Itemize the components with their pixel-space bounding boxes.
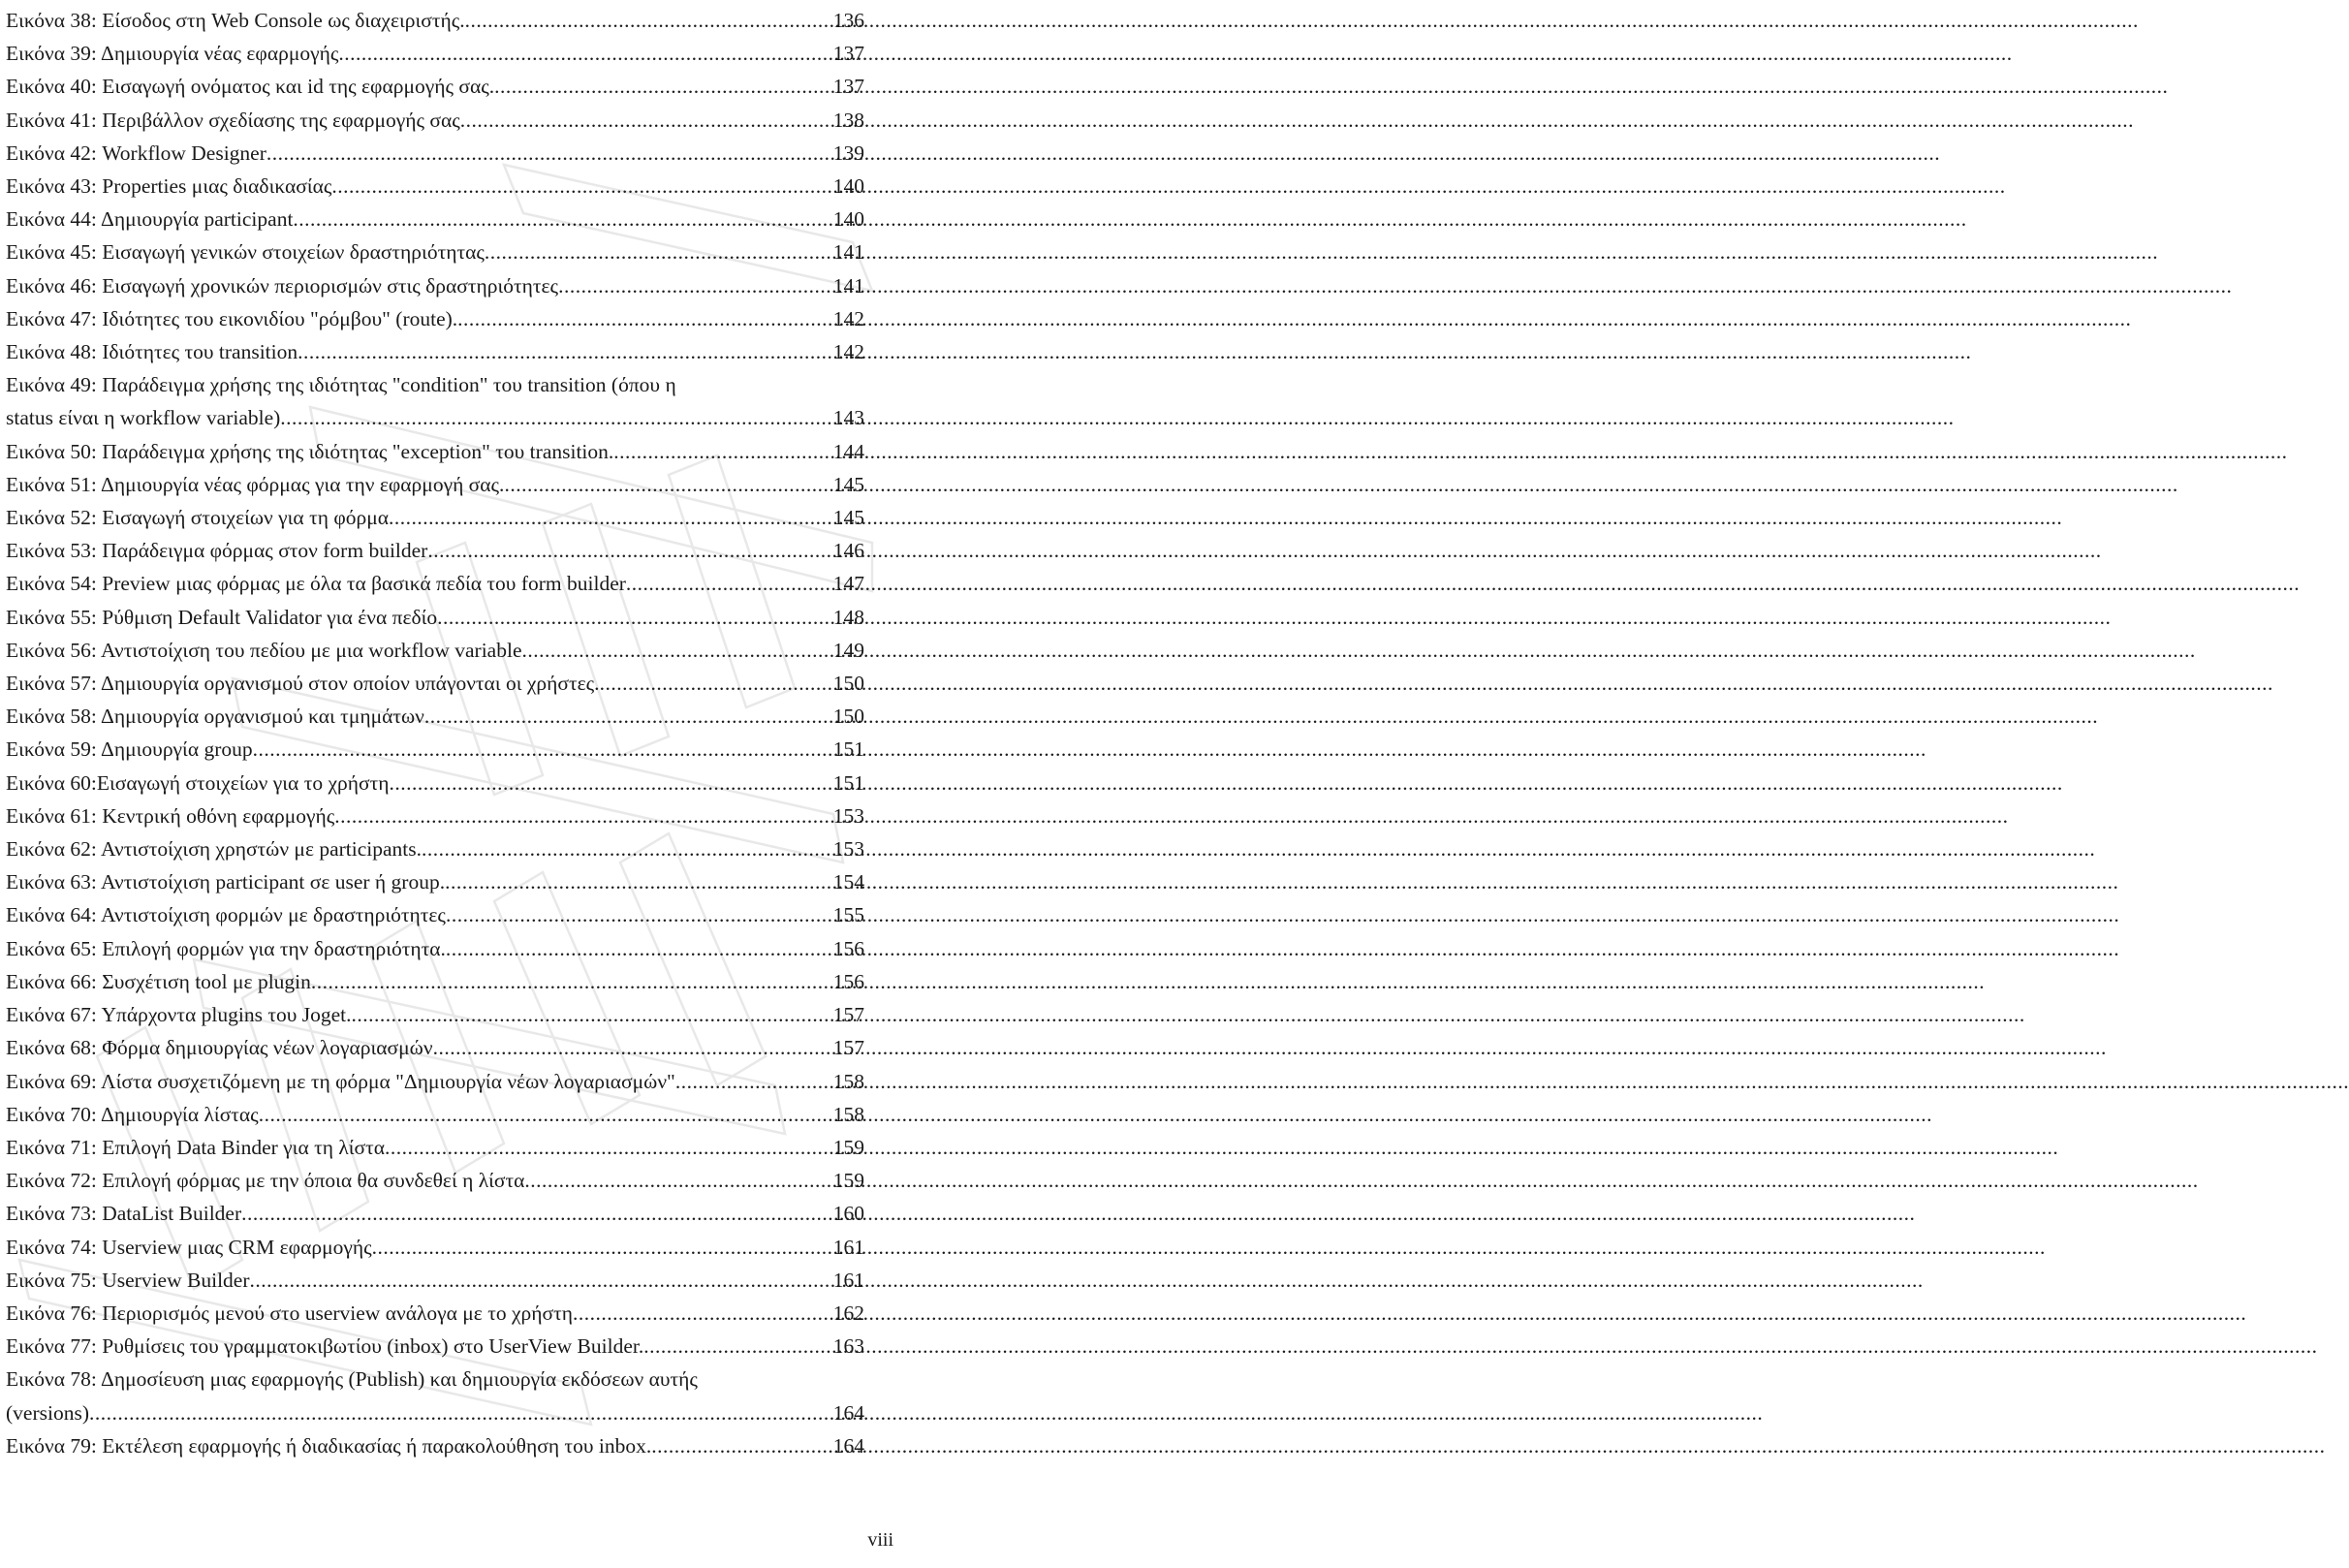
- toc-entry[interactable]: [6, 998, 864, 1031]
- toc-entry-page: 140: [832, 207, 864, 232]
- dot-leader: [504, 468, 822, 501]
- toc-entry-page: 137: [832, 75, 864, 99]
- toc-entry-page: 156: [832, 936, 864, 960]
- dot-leader: [522, 634, 823, 667]
- dot-leader: [494, 70, 822, 103]
- dot-leader: [266, 137, 822, 170]
- toc-entry-title: Εικόνα 49: Παράδειγμα χρήσης της ιδιότητας "condition" του transition (όπου η: [6, 373, 676, 397]
- toc-entry-page: 144: [832, 439, 864, 463]
- toc-entry-title: Εικόνα 53: Παράδειγμα φόρμας στον form builder: [6, 539, 428, 563]
- toc-entry[interactable]: [6, 898, 864, 931]
- toc-entry[interactable]: [6, 567, 864, 600]
- toc-entry-page: 155: [832, 903, 864, 927]
- toc-entry[interactable]: [6, 368, 864, 434]
- toc-entry[interactable]: [6, 170, 864, 203]
- dot-leader: [331, 170, 822, 203]
- list-of-figures: [6, 4, 864, 1462]
- toc-entry-page: 161: [832, 1235, 864, 1259]
- dot-leader: [643, 1330, 822, 1363]
- toc-entry-page: 162: [832, 1301, 864, 1325]
- dot-leader: [89, 1396, 822, 1429]
- toc-entry-title: Εικόνα 38: Είσοδος στη Web Console ως διαχειριστής.: [6, 9, 465, 32]
- toc-entry-title: Εικόνα 61: Κεντρική οθόνη εφαρμογής: [6, 803, 335, 828]
- dot-leader: [558, 269, 822, 302]
- toc-entry[interactable]: [6, 1031, 864, 1064]
- dot-leader: [446, 898, 822, 931]
- toc-entry-page: 160: [832, 1202, 864, 1226]
- toc-entry-title: Εικόνα 67: Υπάρχοντα plugins του Joget.: [6, 1003, 352, 1027]
- dot-leader: [446, 932, 822, 965]
- toc-entry-page: 137: [832, 42, 864, 66]
- toc-entry-title: Εικόνα 77: Ρυθμίσεις του γραμματοκιβωτίου (inbox) στο UserView Builder.: [6, 1334, 644, 1359]
- toc-entry-page: 142: [832, 306, 864, 330]
- toc-entry-title: Εικόνα 48: Ιδιότητες του transition: [6, 340, 298, 364]
- toc-entry-title: Εικόνα 51: Δημιουργία νέας φόρμας για την εφαρμογή σας.: [6, 472, 505, 496]
- dot-leader: [433, 1031, 822, 1064]
- toc-entry-page: 145: [832, 472, 864, 496]
- toc-entry-page: 150: [832, 705, 864, 729]
- toc-entry-title: Εικόνα 59: Δημιουργία group: [6, 737, 253, 762]
- dot-leader: [651, 1429, 822, 1462]
- toc-entry-page: 142: [832, 340, 864, 364]
- toc-entry[interactable]: [6, 1131, 864, 1164]
- toc-entry[interactable]: [6, 37, 864, 70]
- toc-entry-page: 136: [832, 9, 864, 32]
- dot-leader: [457, 302, 822, 335]
- toc-entry-page: 164: [832, 1433, 864, 1458]
- page-number: viii: [867, 1529, 893, 1551]
- toc-entry-page: 164: [832, 1400, 864, 1425]
- toc-entry[interactable]: [6, 4, 864, 37]
- toc-entry-title: Εικόνα 44: Δημιουργία participant: [6, 207, 294, 232]
- toc-entry[interactable]: [6, 335, 864, 368]
- toc-entry[interactable]: [6, 137, 864, 170]
- toc-entry-title: Εικόνα 52: Εισαγωγή στοιχείων για τη φόρμα: [6, 506, 390, 530]
- toc-entry-title: Εικόνα 56: Αντιστοίχιση του πεδίου με μια workflow variable: [6, 638, 522, 662]
- toc-entry[interactable]: [6, 767, 864, 800]
- toc-entry-page: 158: [832, 1069, 864, 1093]
- toc-entry-title: Εικόνα 60:Εισαγωγή στοιχείων για το χρήστη: [6, 770, 390, 795]
- toc-entry-page: 148: [832, 605, 864, 629]
- toc-entry-page: 138: [832, 108, 864, 132]
- toc-entry[interactable]: [6, 667, 864, 700]
- dot-leader: [437, 601, 822, 634]
- toc-entry-title: Εικόνα 45: Εισαγωγή γενικών στοιχείων δραστηριότητας: [6, 240, 485, 265]
- toc-entry[interactable]: [6, 700, 864, 733]
- toc-entry[interactable]: [6, 1164, 864, 1197]
- toc-entry-title: Εικόνα 76: Περιορισμός μενού στο userview ανάλογα με το χρήστη: [6, 1301, 573, 1325]
- toc-entry-title-continuation: status είναι η workflow variable): [6, 406, 281, 430]
- dot-leader: [460, 104, 822, 137]
- toc-entry[interactable]: [6, 1429, 864, 1462]
- toc-entry-title: Εικόνα 46: Εισαγωγή χρονικών περιορισμών στις δραστηριότητες: [6, 273, 559, 298]
- toc-entry-page: 141: [832, 273, 864, 298]
- dot-leader: [427, 534, 822, 567]
- dot-leader: [573, 1297, 822, 1330]
- toc-entry-title: Εικόνα 75: Userview Builder: [6, 1268, 250, 1292]
- toc-entry-page: 163: [832, 1334, 864, 1359]
- toc-entry-page: 159: [832, 1135, 864, 1159]
- toc-entry[interactable]: [6, 203, 864, 235]
- dot-leader: [311, 965, 822, 998]
- dot-leader: [445, 865, 822, 898]
- toc-entry[interactable]: [6, 832, 864, 865]
- toc-entry-page: 143: [832, 406, 864, 430]
- toc-entry-page: 141: [832, 240, 864, 265]
- toc-entry[interactable]: [6, 1231, 864, 1264]
- toc-entry[interactable]: [6, 501, 864, 534]
- dot-leader: [280, 401, 822, 434]
- toc-entry[interactable]: [6, 70, 864, 103]
- toc-entry-title: Εικόνα 42: Workflow Designer: [6, 141, 266, 165]
- toc-entry[interactable]: [6, 865, 864, 898]
- dot-leader: [352, 998, 823, 1031]
- toc-entry-title: Εικόνα 39: Δημιουργία νέας εφαρμογής: [6, 42, 339, 66]
- toc-entry-page: 147: [832, 572, 864, 596]
- toc-entry[interactable]: [6, 800, 864, 832]
- toc-entry[interactable]: [6, 1330, 864, 1363]
- toc-entry-title: Εικόνα 79: Εκτέλεση εφαρμογής ή διαδικασίας ή παρακολούθηση του inbox.: [6, 1433, 652, 1458]
- toc-entry[interactable]: [6, 302, 864, 335]
- toc-entry-title: Εικόνα 71: Επιλογή Data Binder για τη λίστα: [6, 1135, 386, 1159]
- toc-entry-page: 149: [832, 638, 864, 662]
- dot-leader: [293, 203, 822, 235]
- dot-leader: [334, 800, 822, 832]
- toc-entry[interactable]: [6, 634, 864, 667]
- dot-leader: [626, 567, 822, 600]
- toc-entry[interactable]: [6, 965, 864, 998]
- toc-entry-title: Εικόνα 63: Αντιστοίχιση participant σε user ή group.: [6, 870, 446, 894]
- dot-leader: [465, 4, 822, 37]
- toc-entry[interactable]: [6, 468, 864, 501]
- toc-entry-title: Εικόνα 47: Ιδιότητες του εικονιδίου "ρόμβου" (route).: [6, 306, 458, 330]
- dot-leader: [250, 1264, 823, 1297]
- dot-leader: [338, 37, 822, 70]
- toc-entry-title: Εικόνα 68: Φόρμα δημιουργίας νέων λογαριασμών: [6, 1036, 433, 1060]
- toc-entry-title: Εικόνα 62: Αντιστοίχιση χρηστών με participants.: [6, 837, 423, 862]
- toc-entry-title: Εικόνα 58: Δημιουργία οργανισμού και τμημάτων: [6, 705, 424, 729]
- dot-leader: [259, 1098, 822, 1131]
- toc-entry-title: Εικόνα 78: Δημοσίευση μιας εφαρμογής (Publish) και δημιουργία εκδόσεων αυτής: [6, 1367, 698, 1392]
- toc-entry-title: Εικόνα 54: Preview μιας φόρμας με όλα τα βασικά πεδία του form builder: [6, 572, 626, 596]
- toc-entry-title: Εικόνα 57: Δημιουργία οργανισμού στον οποίον υπάγονται οι χρήστες.: [6, 672, 600, 696]
- dot-leader: [372, 1231, 822, 1264]
- toc-entry[interactable]: [6, 104, 864, 137]
- toc-entry[interactable]: [6, 534, 864, 567]
- dot-leader: [385, 1131, 822, 1164]
- toc-entry-title: Εικόνα 64: Αντιστοίχιση φορμών με δραστηριότητες: [6, 903, 446, 927]
- toc-entry-page: 157: [832, 1036, 864, 1060]
- dot-leader: [613, 435, 822, 468]
- toc-entry-page: 161: [832, 1268, 864, 1292]
- toc-entry-title: Εικόνα 73: DataList Builder: [6, 1202, 242, 1226]
- toc-entry-page: 159: [832, 1169, 864, 1193]
- toc-entry[interactable]: [6, 1098, 864, 1131]
- toc-entry-page: 157: [832, 1003, 864, 1027]
- toc-entry-title: Εικόνα 74: Userview μιας CRM εφαρμογής: [6, 1235, 372, 1259]
- dot-leader: [241, 1197, 822, 1230]
- toc-entry-title: Εικόνα 70: Δημιουργία λίστας: [6, 1102, 259, 1126]
- toc-entry[interactable]: [6, 235, 864, 268]
- toc-entry-page: 139: [832, 141, 864, 165]
- toc-entry-title-continuation: (versions): [6, 1400, 89, 1425]
- toc-entry-title: Εικόνα 69: Λίστα συσχετιζόμενη με τη φόρμα "Δημιουργία νέων λογαριασμών": [6, 1069, 675, 1093]
- toc-entry[interactable]: [6, 1065, 864, 1098]
- toc-entry[interactable]: [6, 601, 864, 634]
- toc-entry[interactable]: [6, 1363, 864, 1428]
- toc-entry-title: Εικόνα 66: Συσχέτιση tool με plugin: [6, 969, 311, 993]
- toc-entry-page: 140: [832, 174, 864, 199]
- dot-leader: [422, 832, 822, 865]
- dot-leader: [485, 235, 822, 268]
- dot-leader: [600, 667, 822, 700]
- toc-entry[interactable]: [6, 1264, 864, 1297]
- toc-entry-title: Εικόνα 40: Εισαγωγή ονόματος και id της εφαρμογής σας.: [6, 75, 495, 99]
- toc-entry[interactable]: [6, 269, 864, 302]
- toc-entry-page: 154: [832, 870, 864, 894]
- toc-entry-title: Εικόνα 50: Παράδειγμα χρήσης της ιδιότητας "exception" του transition.: [6, 439, 614, 463]
- toc-entry-title: Εικόνα 41: Περιβάλλον σχεδίασης της εφαρμογής σας: [6, 108, 460, 132]
- toc-entry-page: 151: [832, 770, 864, 795]
- dot-leader: [389, 767, 822, 800]
- toc-entry-page: 151: [832, 737, 864, 762]
- toc-entry-page: 150: [832, 672, 864, 696]
- dot-leader: [389, 501, 822, 534]
- toc-entry-title: Εικόνα 72: Επιλογή φόρμας με την όποια θα συνδεθεί η λίστα: [6, 1169, 525, 1193]
- toc-entry-page: 153: [832, 803, 864, 828]
- toc-entry-page: 145: [832, 506, 864, 530]
- toc-entry[interactable]: [6, 932, 864, 965]
- toc-entry[interactable]: [6, 435, 864, 468]
- toc-entry[interactable]: [6, 1197, 864, 1230]
- dot-leader: [298, 335, 822, 368]
- dot-leader: [253, 733, 822, 766]
- dot-leader: [524, 1164, 822, 1197]
- toc-entry-title: Εικόνα 65: Επιλογή φορμών για την δραστηριότητα.: [6, 936, 446, 960]
- toc-entry-page: 146: [832, 539, 864, 563]
- toc-entry-page: 158: [832, 1102, 864, 1126]
- toc-entry-page: 156: [832, 969, 864, 993]
- toc-entry[interactable]: [6, 1297, 864, 1330]
- toc-entry-title: Εικόνα 55: Ρύθμιση Default Validator για ένα πεδίο: [6, 605, 438, 629]
- dot-leader: [424, 700, 822, 733]
- dot-leader: [675, 1065, 822, 1098]
- toc-entry-page: 153: [832, 837, 864, 862]
- toc-entry[interactable]: [6, 733, 864, 766]
- toc-entry-title: Εικόνα 43: Properties μιας διαδικασίας: [6, 174, 332, 199]
